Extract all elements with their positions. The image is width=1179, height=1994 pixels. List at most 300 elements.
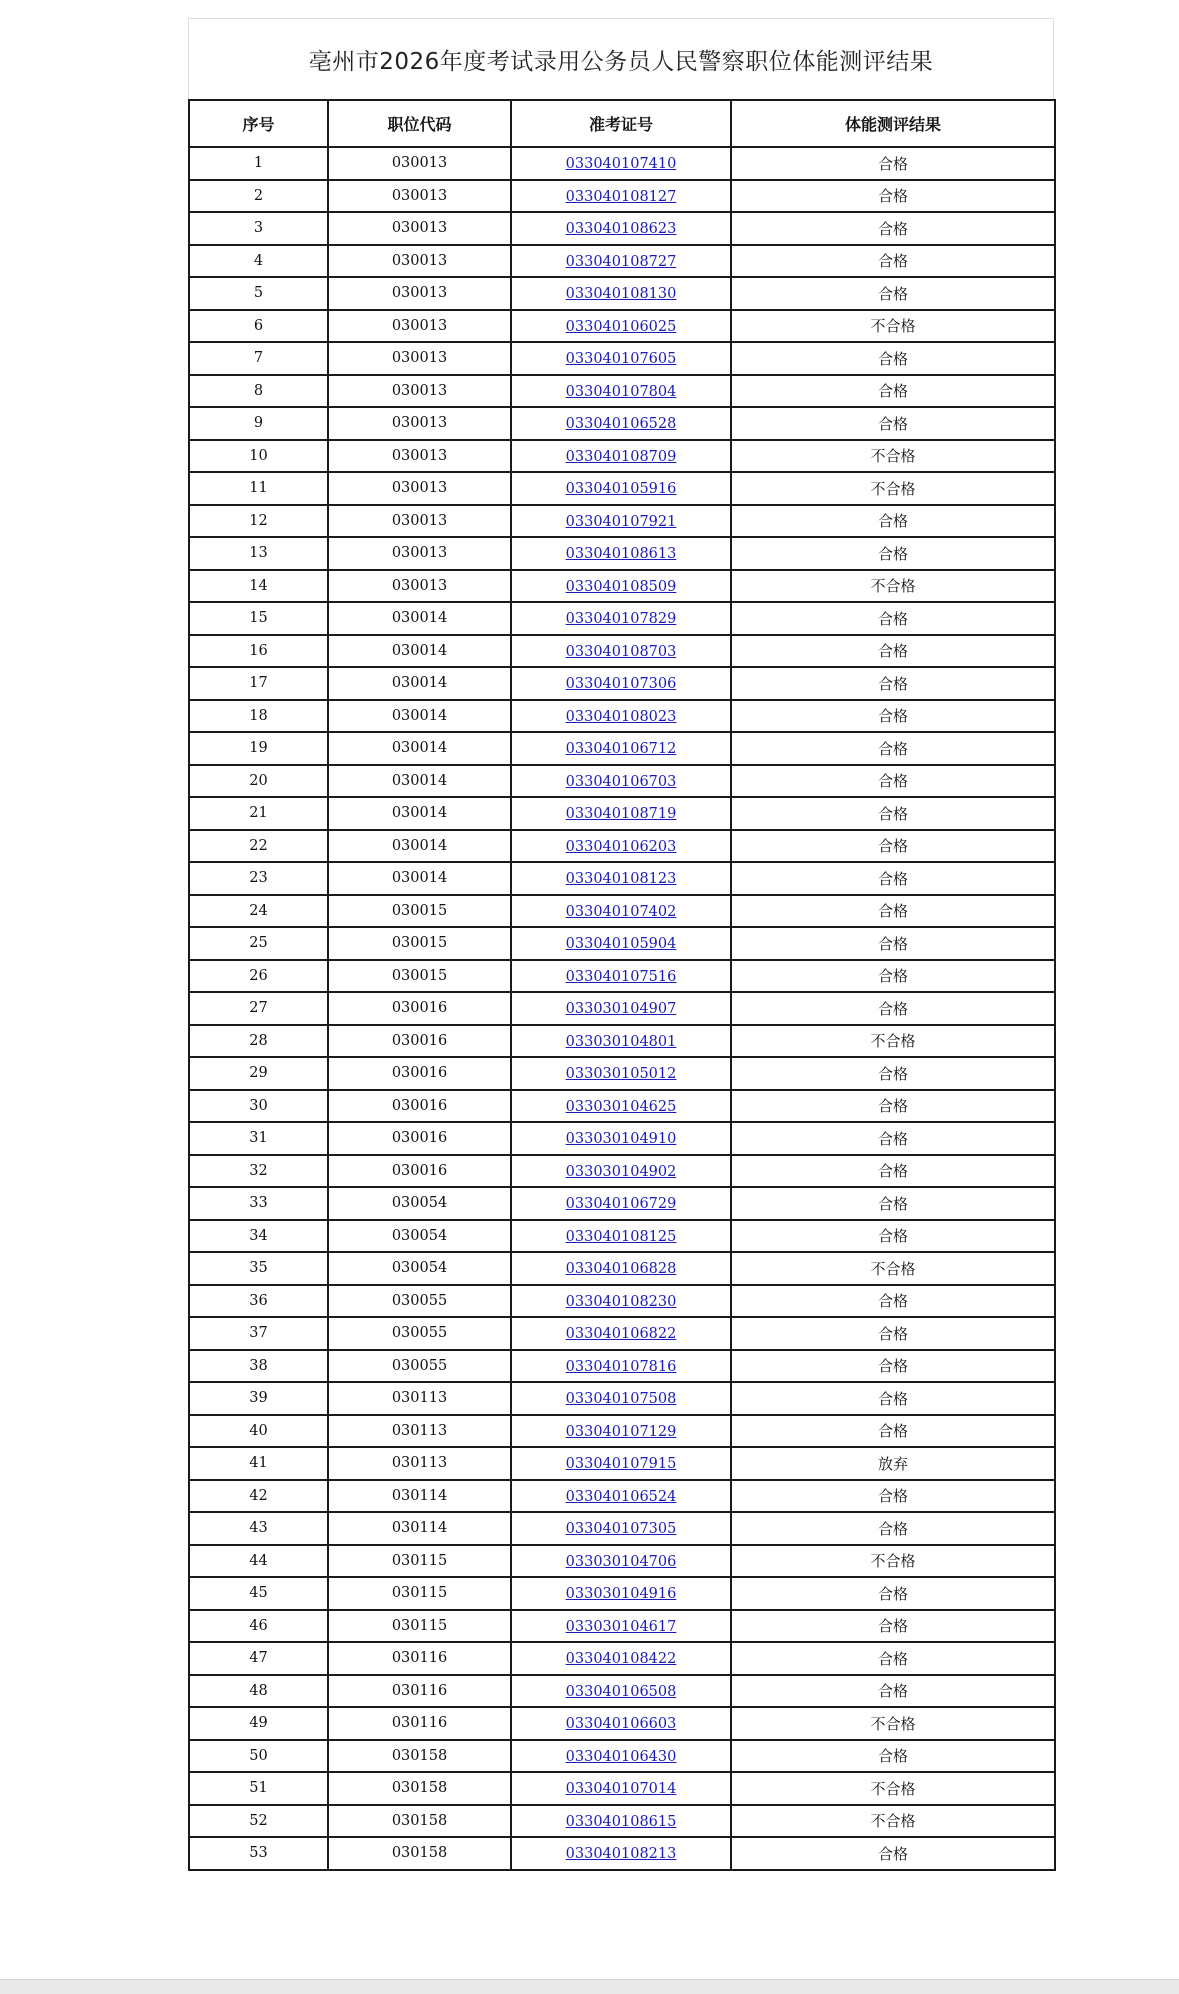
cell-ticket-number xyxy=(511,1740,731,1773)
cell-test-result: 放弃 xyxy=(731,1447,1055,1480)
table-row xyxy=(189,212,1055,245)
ticket-number-link[interactable]: 033040108613 xyxy=(565,546,677,563)
table-row xyxy=(189,797,1055,830)
table-row xyxy=(189,1837,1055,1870)
cell-position-code: 030113 xyxy=(328,1382,511,1415)
cell-ticket-number xyxy=(511,1805,731,1838)
cell-test-result: 合格 xyxy=(731,830,1055,863)
cell-ticket-number xyxy=(511,1252,731,1285)
cell-ticket-number xyxy=(511,992,731,1025)
cell-position-code: 030013 xyxy=(328,440,511,473)
ticket-number-link[interactable]: 033040108213 xyxy=(565,1846,677,1863)
cell-ticket-number xyxy=(511,147,731,180)
cell-index: 17 xyxy=(189,667,328,700)
ticket-number-link[interactable]: 033040105916 xyxy=(565,481,677,498)
cell-index: 46 xyxy=(189,1610,328,1643)
cell-index: 25 xyxy=(189,927,328,960)
cell-ticket-number xyxy=(511,407,731,440)
cell-test-result: 合格 xyxy=(731,1285,1055,1318)
cell-ticket-number xyxy=(511,667,731,700)
table-row xyxy=(189,1740,1055,1773)
cell-ticket-number xyxy=(511,1025,731,1058)
cell-index: 14 xyxy=(189,570,328,603)
cell-index: 27 xyxy=(189,992,328,1025)
table-row xyxy=(189,732,1055,765)
page-title: 亳州市2026年度考试录用公务员人民警察职位体能测评结果 xyxy=(188,18,1054,99)
cell-test-result: 合格 xyxy=(731,277,1055,310)
cell-position-code: 030116 xyxy=(328,1675,511,1708)
cell-test-result: 合格 xyxy=(731,1480,1055,1513)
ticket-number-link[interactable]: 033040108127 xyxy=(565,188,677,205)
cell-index: 6 xyxy=(189,310,328,343)
table-row xyxy=(189,635,1055,668)
table-row xyxy=(189,310,1055,343)
cell-index: 53 xyxy=(189,1837,328,1870)
cell-index: 11 xyxy=(189,472,328,505)
document-page xyxy=(188,18,1054,1871)
ticket-number-link[interactable]: 033040106524 xyxy=(565,1488,677,1505)
ticket-number-link[interactable]: 033040108719 xyxy=(565,806,677,823)
cell-test-result: 合格 xyxy=(731,960,1055,993)
cell-test-result: 不合格 xyxy=(731,440,1055,473)
cell-test-result: 合格 xyxy=(731,375,1055,408)
cell-index: 31 xyxy=(189,1122,328,1155)
ticket-number-link[interactable]: 033040108703 xyxy=(565,643,677,660)
cell-index: 4 xyxy=(189,245,328,278)
cell-position-code: 030015 xyxy=(328,960,511,993)
ticket-number-link[interactable]: 033030104706 xyxy=(565,1553,677,1570)
cell-position-code: 030114 xyxy=(328,1480,511,1513)
cell-index: 32 xyxy=(189,1155,328,1188)
ticket-number-link[interactable]: 033040107921 xyxy=(565,513,677,530)
table-row xyxy=(189,1285,1055,1318)
ticket-number-link[interactable]: 033040106508 xyxy=(565,1683,677,1700)
cell-position-code: 030014 xyxy=(328,830,511,863)
cell-index: 48 xyxy=(189,1675,328,1708)
cell-ticket-number xyxy=(511,1512,731,1545)
cell-position-code: 030115 xyxy=(328,1610,511,1643)
cell-index: 39 xyxy=(189,1382,328,1415)
cell-position-code: 030014 xyxy=(328,667,511,700)
cell-position-code: 030013 xyxy=(328,407,511,440)
table-row xyxy=(189,1382,1055,1415)
cell-position-code: 030013 xyxy=(328,180,511,213)
cell-ticket-number xyxy=(511,1285,731,1318)
cell-position-code: 030016 xyxy=(328,1057,511,1090)
cell-position-code: 030014 xyxy=(328,700,511,733)
cell-index: 15 xyxy=(189,602,328,635)
cell-index: 38 xyxy=(189,1350,328,1383)
cell-index: 29 xyxy=(189,1057,328,1090)
table-row xyxy=(189,602,1055,635)
cell-index: 23 xyxy=(189,862,328,895)
cell-ticket-number xyxy=(511,602,731,635)
table-row xyxy=(189,472,1055,505)
cell-index: 43 xyxy=(189,1512,328,1545)
cell-test-result: 合格 xyxy=(731,1837,1055,1870)
cell-position-code: 030016 xyxy=(328,1090,511,1123)
table-row xyxy=(189,1057,1055,1090)
cell-position-code: 030055 xyxy=(328,1285,511,1318)
ticket-number-link[interactable]: 033040107305 xyxy=(565,1521,677,1538)
ticket-number-link[interactable]: 033030104801 xyxy=(565,1033,677,1050)
ticket-number-link[interactable]: 033040108709 xyxy=(565,448,677,465)
cell-ticket-number xyxy=(511,1415,731,1448)
cell-position-code: 030014 xyxy=(328,862,511,895)
cell-position-code: 030013 xyxy=(328,147,511,180)
cell-test-result: 合格 xyxy=(731,1610,1055,1643)
cell-ticket-number xyxy=(511,1447,731,1480)
ticket-number-link[interactable]: 033040106712 xyxy=(565,741,677,758)
table-row xyxy=(189,700,1055,733)
cell-test-result: 不合格 xyxy=(731,1545,1055,1578)
cell-test-result: 合格 xyxy=(731,537,1055,570)
ticket-number-link[interactable]: 033040108230 xyxy=(565,1293,677,1310)
cell-test-result: 合格 xyxy=(731,1220,1055,1253)
cell-test-result: 合格 xyxy=(731,245,1055,278)
cell-test-result: 不合格 xyxy=(731,1805,1055,1838)
cell-ticket-number xyxy=(511,440,731,473)
cell-ticket-number xyxy=(511,1382,731,1415)
cell-ticket-number xyxy=(511,862,731,895)
cell-test-result: 不合格 xyxy=(731,472,1055,505)
ticket-number-link[interactable]: 033040108130 xyxy=(565,286,677,303)
cell-index: 51 xyxy=(189,1772,328,1805)
cell-ticket-number xyxy=(511,342,731,375)
cell-position-code: 030016 xyxy=(328,1025,511,1058)
cell-index: 35 xyxy=(189,1252,328,1285)
cell-position-code: 030013 xyxy=(328,537,511,570)
table-row xyxy=(189,1772,1055,1805)
cell-test-result: 合格 xyxy=(731,1187,1055,1220)
cell-ticket-number xyxy=(511,277,731,310)
cell-position-code: 030014 xyxy=(328,797,511,830)
cell-ticket-number xyxy=(511,1707,731,1740)
cell-test-result: 合格 xyxy=(731,700,1055,733)
cell-position-code: 030158 xyxy=(328,1740,511,1773)
cell-test-result: 合格 xyxy=(731,1122,1055,1155)
cell-position-code: 030013 xyxy=(328,375,511,408)
cell-position-code: 030016 xyxy=(328,1155,511,1188)
cell-ticket-number xyxy=(511,830,731,863)
ticket-number-link[interactable]: 033040106203 xyxy=(565,838,677,855)
cell-position-code: 030014 xyxy=(328,765,511,798)
table-row xyxy=(189,927,1055,960)
cell-test-result: 合格 xyxy=(731,862,1055,895)
cell-index: 44 xyxy=(189,1545,328,1578)
ticket-number-link[interactable]: 033040106528 xyxy=(565,416,677,433)
cell-index: 47 xyxy=(189,1642,328,1675)
cell-position-code: 030158 xyxy=(328,1837,511,1870)
cell-ticket-number xyxy=(511,895,731,928)
table-row xyxy=(189,895,1055,928)
table-row xyxy=(189,1415,1055,1448)
cell-position-code: 030014 xyxy=(328,602,511,635)
ticket-number-link[interactable]: 033040106729 xyxy=(565,1196,677,1213)
table-row xyxy=(189,440,1055,473)
cell-index: 34 xyxy=(189,1220,328,1253)
ticket-number-link[interactable]: 033040108615 xyxy=(565,1813,677,1830)
cell-position-code: 030013 xyxy=(328,310,511,343)
ticket-number-link[interactable]: 033040108727 xyxy=(565,253,677,270)
ticket-number-link[interactable]: 033030104907 xyxy=(565,1001,677,1018)
cell-position-code: 030013 xyxy=(328,472,511,505)
table-row xyxy=(189,1480,1055,1513)
cell-index: 52 xyxy=(189,1805,328,1838)
cell-ticket-number xyxy=(511,700,731,733)
cell-ticket-number xyxy=(511,797,731,830)
cell-position-code: 030013 xyxy=(328,342,511,375)
cell-test-result: 合格 xyxy=(731,342,1055,375)
ticket-number-link[interactable]: 033040107508 xyxy=(565,1391,677,1408)
table-row xyxy=(189,1350,1055,1383)
ticket-number-link[interactable]: 033040107410 xyxy=(565,156,677,173)
cell-position-code: 030016 xyxy=(328,1122,511,1155)
cell-test-result: 合格 xyxy=(731,927,1055,960)
cell-test-result: 合格 xyxy=(731,505,1055,538)
ticket-number-link[interactable]: 033040108125 xyxy=(565,1228,677,1245)
cell-test-result: 合格 xyxy=(731,1317,1055,1350)
header-position-code: 职位代码 xyxy=(328,100,511,147)
cell-test-result: 合格 xyxy=(731,667,1055,700)
table-row xyxy=(189,830,1055,863)
table-row xyxy=(189,1252,1055,1285)
cell-position-code: 030116 xyxy=(328,1642,511,1675)
cell-index: 22 xyxy=(189,830,328,863)
cell-index: 36 xyxy=(189,1285,328,1318)
cell-test-result: 合格 xyxy=(731,895,1055,928)
table-row xyxy=(189,862,1055,895)
cell-test-result: 合格 xyxy=(731,1350,1055,1383)
cell-index: 28 xyxy=(189,1025,328,1058)
cell-ticket-number xyxy=(511,732,731,765)
cell-ticket-number xyxy=(511,180,731,213)
cell-ticket-number xyxy=(511,960,731,993)
ticket-number-link[interactable]: 033030104916 xyxy=(565,1586,677,1603)
cell-test-result: 合格 xyxy=(731,732,1055,765)
ticket-number-link[interactable]: 033040107829 xyxy=(565,611,677,628)
cell-position-code: 030013 xyxy=(328,570,511,603)
cell-ticket-number xyxy=(511,1772,731,1805)
cell-ticket-number xyxy=(511,1675,731,1708)
cell-position-code: 030115 xyxy=(328,1545,511,1578)
cell-test-result: 不合格 xyxy=(731,1772,1055,1805)
table-row xyxy=(189,1155,1055,1188)
ticket-number-link[interactable]: 033040108422 xyxy=(565,1651,677,1668)
ticket-number-link[interactable]: 033040107306 xyxy=(565,676,677,693)
cell-test-result: 合格 xyxy=(731,992,1055,1025)
cell-index: 16 xyxy=(189,635,328,668)
cell-index: 9 xyxy=(189,407,328,440)
cell-position-code: 030013 xyxy=(328,245,511,278)
table-row xyxy=(189,1577,1055,1610)
table-row xyxy=(189,1447,1055,1480)
cell-test-result: 合格 xyxy=(731,1057,1055,1090)
cell-test-result: 合格 xyxy=(731,1740,1055,1773)
ticket-number-link[interactable]: 033040107129 xyxy=(565,1423,677,1440)
cell-index: 41 xyxy=(189,1447,328,1480)
cell-index: 12 xyxy=(189,505,328,538)
cell-position-code: 030113 xyxy=(328,1447,511,1480)
ticket-number-link[interactable]: 033040106828 xyxy=(565,1261,677,1278)
cell-ticket-number xyxy=(511,1837,731,1870)
cell-index: 13 xyxy=(189,537,328,570)
cell-index: 8 xyxy=(189,375,328,408)
cell-ticket-number xyxy=(511,765,731,798)
table-row xyxy=(189,1642,1055,1675)
ticket-number-link[interactable]: 033040108123 xyxy=(565,871,677,888)
cell-ticket-number xyxy=(511,1187,731,1220)
cell-position-code: 030158 xyxy=(328,1805,511,1838)
ticket-number-link[interactable]: 033040106025 xyxy=(565,318,677,335)
bottom-scroll-bar[interactable] xyxy=(0,1979,1179,1994)
table-row xyxy=(189,342,1055,375)
cell-position-code: 030115 xyxy=(328,1577,511,1610)
ticket-number-link[interactable]: 033030104625 xyxy=(565,1098,677,1115)
cell-position-code: 030054 xyxy=(328,1252,511,1285)
cell-ticket-number xyxy=(511,927,731,960)
cell-test-result: 合格 xyxy=(731,797,1055,830)
table-row xyxy=(189,667,1055,700)
cell-test-result: 合格 xyxy=(731,1675,1055,1708)
cell-test-result: 不合格 xyxy=(731,1252,1055,1285)
header-index: 序号 xyxy=(189,100,328,147)
table-header-row xyxy=(189,100,1055,147)
cell-ticket-number xyxy=(511,1220,731,1253)
cell-position-code: 030013 xyxy=(328,212,511,245)
cell-index: 20 xyxy=(189,765,328,798)
table-row xyxy=(189,765,1055,798)
cell-test-result: 合格 xyxy=(731,635,1055,668)
cell-ticket-number xyxy=(511,635,731,668)
cell-position-code: 030013 xyxy=(328,277,511,310)
table-row xyxy=(189,180,1055,213)
cell-test-result: 合格 xyxy=(731,147,1055,180)
cell-ticket-number xyxy=(511,1155,731,1188)
cell-test-result: 不合格 xyxy=(731,1707,1055,1740)
cell-position-code: 030014 xyxy=(328,732,511,765)
cell-position-code: 030158 xyxy=(328,1772,511,1805)
table-row xyxy=(189,1512,1055,1545)
results-table xyxy=(188,99,1056,1871)
table-row xyxy=(189,960,1055,993)
ticket-number-link[interactable]: 033040106430 xyxy=(565,1748,677,1765)
cell-position-code: 030113 xyxy=(328,1415,511,1448)
table-row xyxy=(189,1707,1055,1740)
ticket-number-link[interactable]: 033030105012 xyxy=(565,1066,677,1083)
cell-ticket-number xyxy=(511,472,731,505)
ticket-number-link[interactable]: 033040107402 xyxy=(565,903,677,920)
cell-ticket-number xyxy=(511,1577,731,1610)
cell-index: 5 xyxy=(189,277,328,310)
header-ticket-number: 准考证号 xyxy=(511,100,731,147)
cell-test-result: 合格 xyxy=(731,1155,1055,1188)
cell-ticket-number xyxy=(511,1350,731,1383)
ticket-number-link[interactable]: 033040107804 xyxy=(565,383,677,400)
ticket-number-link[interactable]: 033030104617 xyxy=(565,1618,677,1635)
cell-test-result: 合格 xyxy=(731,1090,1055,1123)
table-row xyxy=(189,1090,1055,1123)
cell-ticket-number xyxy=(511,505,731,538)
cell-index: 45 xyxy=(189,1577,328,1610)
cell-index: 49 xyxy=(189,1707,328,1740)
cell-test-result: 合格 xyxy=(731,1642,1055,1675)
cell-index: 33 xyxy=(189,1187,328,1220)
cell-test-result: 合格 xyxy=(731,1577,1055,1610)
ticket-number-link[interactable]: 033040108623 xyxy=(565,221,677,238)
cell-position-code: 030013 xyxy=(328,505,511,538)
ticket-number-link[interactable]: 033040105904 xyxy=(565,936,677,953)
cell-index: 19 xyxy=(189,732,328,765)
ticket-number-link[interactable]: 033030104910 xyxy=(565,1131,677,1148)
cell-ticket-number xyxy=(511,1090,731,1123)
cell-position-code: 030015 xyxy=(328,927,511,960)
cell-index: 37 xyxy=(189,1317,328,1350)
cell-ticket-number xyxy=(511,245,731,278)
ticket-number-link[interactable]: 033030104902 xyxy=(565,1163,677,1180)
ticket-number-link[interactable]: 033040106703 xyxy=(565,773,677,790)
cell-ticket-number xyxy=(511,310,731,343)
table-row xyxy=(189,277,1055,310)
cell-ticket-number xyxy=(511,212,731,245)
table-row xyxy=(189,1220,1055,1253)
cell-index: 2 xyxy=(189,180,328,213)
cell-index: 50 xyxy=(189,1740,328,1773)
ticket-number-link[interactable]: 033040107516 xyxy=(565,968,677,985)
table-row xyxy=(189,1610,1055,1643)
cell-position-code: 030015 xyxy=(328,895,511,928)
cell-test-result: 合格 xyxy=(731,212,1055,245)
cell-test-result: 合格 xyxy=(731,1512,1055,1545)
table-row xyxy=(189,147,1055,180)
table-row xyxy=(189,1317,1055,1350)
ticket-number-link[interactable]: 033040106603 xyxy=(565,1716,677,1733)
ticket-number-link[interactable]: 033040108509 xyxy=(565,578,677,595)
header-test-result: 体能测评结果 xyxy=(731,100,1055,147)
cell-index: 10 xyxy=(189,440,328,473)
cell-test-result: 合格 xyxy=(731,407,1055,440)
ticket-number-link[interactable]: 033040107915 xyxy=(565,1456,677,1473)
cell-position-code: 030114 xyxy=(328,1512,511,1545)
cell-position-code: 030116 xyxy=(328,1707,511,1740)
cell-ticket-number xyxy=(511,570,731,603)
cell-position-code: 030014 xyxy=(328,635,511,668)
cell-position-code: 030055 xyxy=(328,1317,511,1350)
cell-test-result: 合格 xyxy=(731,602,1055,635)
cell-ticket-number xyxy=(511,1480,731,1513)
ticket-number-link[interactable]: 033040107014 xyxy=(565,1781,677,1798)
cell-ticket-number xyxy=(511,1610,731,1643)
ticket-number-link[interactable]: 033040107605 xyxy=(565,351,677,368)
cell-test-result: 不合格 xyxy=(731,1025,1055,1058)
cell-position-code: 030055 xyxy=(328,1350,511,1383)
cell-ticket-number xyxy=(511,537,731,570)
table-row xyxy=(189,570,1055,603)
ticket-number-link[interactable]: 033040108023 xyxy=(565,708,677,725)
ticket-number-link[interactable]: 033040107816 xyxy=(565,1358,677,1375)
table-row xyxy=(189,375,1055,408)
cell-index: 3 xyxy=(189,212,328,245)
cell-ticket-number xyxy=(511,1057,731,1090)
table-row xyxy=(189,1545,1055,1578)
ticket-number-link[interactable]: 033040106822 xyxy=(565,1326,677,1343)
table-row xyxy=(189,1025,1055,1058)
cell-index: 1 xyxy=(189,147,328,180)
table-row xyxy=(189,245,1055,278)
cell-test-result: 合格 xyxy=(731,765,1055,798)
cell-ticket-number xyxy=(511,1317,731,1350)
table-body xyxy=(189,147,1055,1870)
